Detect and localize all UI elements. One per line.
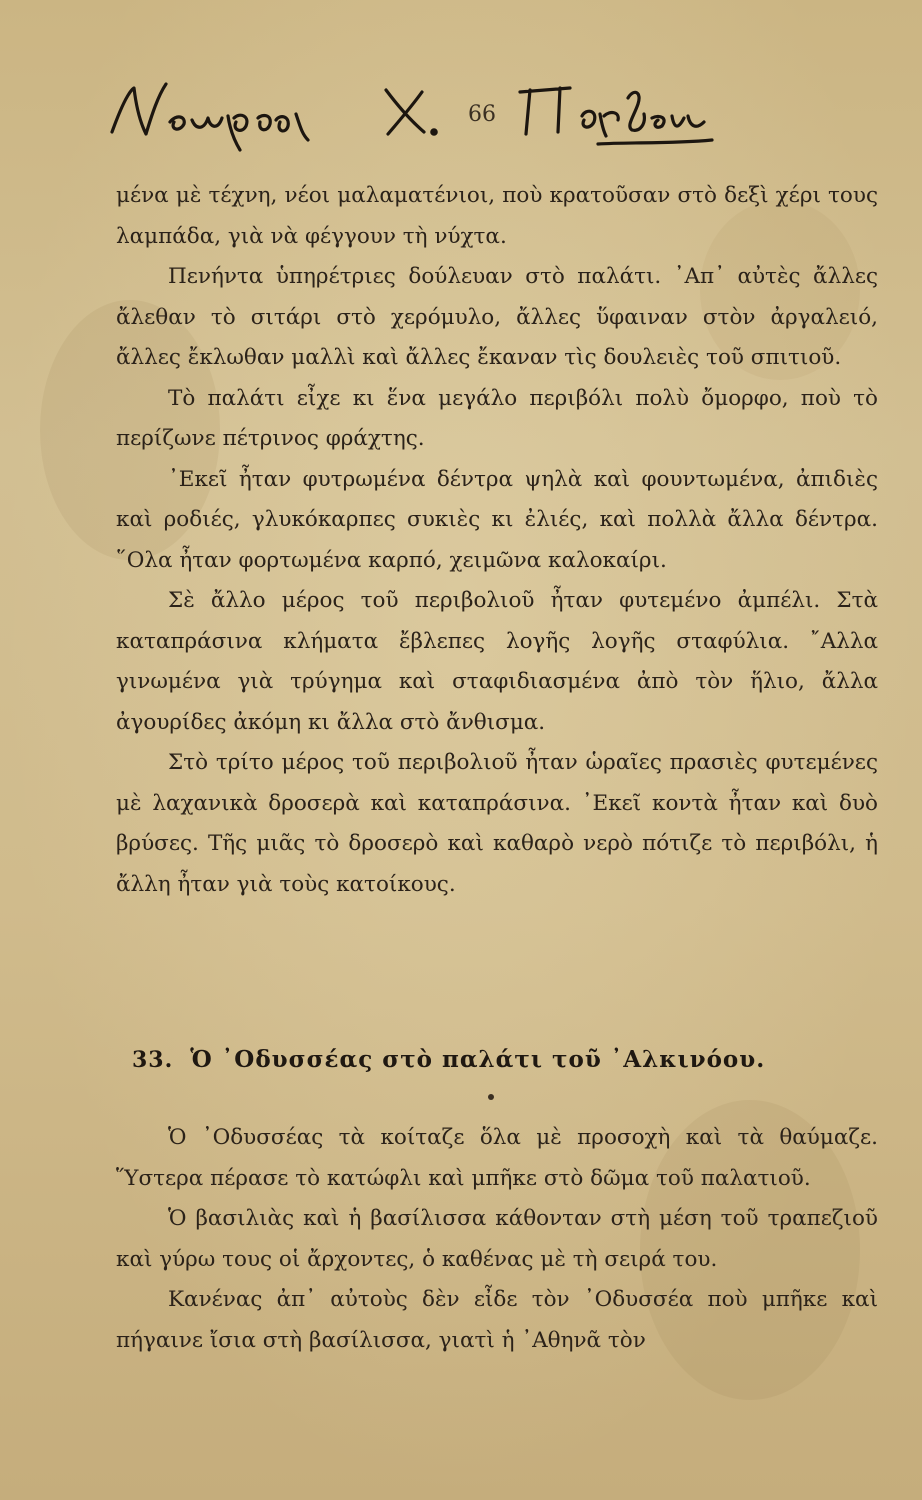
- paragraph: Ὁ βασιλιὰς καὶ ἡ βασίλισσα κάθονταν στὴ μέση τοῦ τραπεζιοῦ καὶ γύρω τους οἱ ἄρχοντες, ὁ καθένας μὲ τὴ σειρά του.: [116, 1206, 878, 1272]
- body-text-lower: [116, 1118, 878, 1361]
- paragraph: Κανένας ἀπ᾿ αὐτοὺς δὲν εἶδε τὸν ᾿Οδυσσέα ποὺ μπῆκε καὶ πήγαινε ἴσια στὴ βασίλισσα, γιατὶ ἡ ᾿Αθηνᾶ τὸν: [116, 1287, 878, 1353]
- section-heading: [132, 1046, 872, 1073]
- handwritten-annotation: [100, 70, 720, 160]
- page-number: 66: [468, 102, 496, 127]
- section-title: Ὁ ᾿Οδυσσέας στὸ παλάτι τοῦ ᾿Αλκινόου.: [190, 1046, 766, 1073]
- paragraph: ᾿Εκεῖ ἦταν φυτρωμένα δέντρα ψηλὰ καὶ φουντωμένα, ἀπιδιὲς καὶ ροδιές, γλυκόκαρπες συκιὲς κι ἐλιές, καὶ πολλὰ ἄλλα δέντρα. ῞Ολα ἦταν φορτωμένα καρπό, χειμῶνα καλοκαίρι.: [116, 466, 878, 573]
- paragraph: Σὲ ἄλλο μέρος τοῦ περιβολιοῦ ἦταν φυτεμένο ἀμπέλι. Στὰ καταπράσινα κλήματα ἔβλεπες λογῆς λογῆς σταφύλια. ῎Αλλα γινωμένα γιὰ τρύγημα καὶ σταφιδιασμένα ἀπὸ τὸν ἥλιο, ἄλλα ἀγουρίδες ἀκόμη κι ἄλλα στὸ ἄνθισμα.: [116, 588, 878, 735]
- paragraph: Ὁ ᾿Οδυσσέας τὰ κοίταζε ὅλα μὲ προσοχὴ καὶ τὰ θαύμαζε. Ὕστερα πέρασε τὸ κατώφλι καὶ μπῆκε στὸ δῶμα τοῦ παλατιοῦ.: [116, 1125, 878, 1191]
- paragraph: μένα μὲ τέχνη, νέοι μαλαματένιοι, ποὺ κρατοῦσαν στὸ δεξὶ χέρι τους λαμπάδα, γιὰ νὰ φέγγουν τὴ νύχτα.: [116, 183, 878, 249]
- section-number: 33.: [132, 1047, 174, 1073]
- ink-dot: [488, 1094, 494, 1100]
- paragraph: Τὸ παλάτι εἶχε κι ἕνα μεγάλο περιβόλι πολὺ ὄμορφο, ποὺ τὸ περίζωνε πέτρινος φράχτης.: [116, 385, 878, 451]
- paragraph: Στὸ τρίτο μέρος τοῦ περιβολιοῦ ἦταν ὡραῖες πρασιὲς φυτεμένες μὲ λαχανικὰ δροσερὰ καὶ καταπράσινα. ᾿Εκεῖ κοντὰ ἦταν καὶ δυὸ βρύσες. Τῆς μιᾶς τὸ δροσερὸ καὶ καθαρὸ νερὸ πότιζε τὸ περιβόλι, ἡ ἄλλη ἦταν γιὰ τοὺς κατοίκους.: [116, 750, 878, 897]
- body-text-upper: [116, 176, 878, 905]
- paragraph: Πενήντα ὑπηρέτριες δούλευαν στὸ παλάτι. ᾿Απ᾿ αὐτὲς ἄλλες ἄλεθαν τὸ σιτάρι στὸ χερόμυλο, ἄλλες ὕφαιναν στὸν ἀργαλειό, ἄλλες ἔκλωθαν μαλλὶ καὶ ἄλλες ἔκαναν τὶς δουλειὲς τοῦ σπιτιοῦ.: [116, 264, 878, 370]
